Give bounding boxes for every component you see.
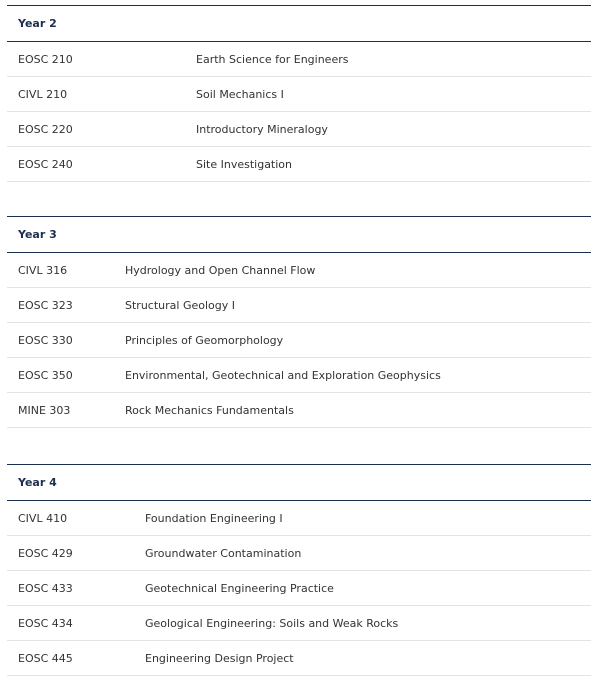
course-title: Earth Science for Engineers (196, 42, 591, 77)
course-code: CIVL 316 (7, 253, 125, 288)
course-code: EOSC 220 (7, 112, 196, 147)
table-row (7, 253, 591, 288)
table-row (7, 641, 591, 676)
course-title: Groundwater Contamination (145, 536, 591, 571)
course-code: EOSC 429 (7, 536, 145, 571)
course-title: Engineering Design Project (145, 641, 591, 676)
course-code: CIVL 210 (7, 77, 196, 112)
course-title: Site Investigation (196, 147, 591, 182)
course-code: EOSC 210 (7, 42, 196, 77)
course-code: EOSC 434 (7, 606, 145, 641)
table-header-row (7, 465, 591, 501)
table-row (7, 536, 591, 571)
course-title: Foundation Engineering I (145, 501, 591, 536)
table-row (7, 571, 591, 606)
table-row (7, 112, 591, 147)
course-title: Geological Engineering: Soils and Weak Rocks (145, 606, 591, 641)
table-header-row (7, 6, 591, 42)
table-row (7, 147, 591, 182)
course-code: EOSC 433 (7, 571, 145, 606)
course-code: EOSC 240 (7, 147, 196, 182)
course-code: MINE 303 (7, 393, 125, 428)
course-title: Structural Geology I (125, 288, 591, 323)
course-code: CIVL 410 (7, 501, 145, 536)
course-title: Soil Mechanics I (196, 77, 591, 112)
course-title: Hydrology and Open Channel Flow (125, 253, 591, 288)
table-row (7, 501, 591, 536)
course-title: Principles of Geomorphology (125, 323, 591, 358)
table-row (7, 288, 591, 323)
year-heading: Year 2 (7, 6, 591, 42)
course-title: Introductory Mineralogy (196, 112, 591, 147)
table-row (7, 42, 591, 77)
table-row (7, 606, 591, 641)
year-3-table (7, 216, 591, 428)
course-code: EOSC 445 (7, 641, 145, 676)
course-code: EOSC 323 (7, 288, 125, 323)
table-row (7, 323, 591, 358)
table-header-row (7, 217, 591, 253)
course-title: Environmental, Geotechnical and Exploration Geophysics (125, 358, 591, 393)
table-row (7, 393, 591, 428)
table-row (7, 77, 591, 112)
course-title: Rock Mechanics Fundamentals (125, 393, 591, 428)
year-4-table (7, 464, 591, 676)
year-2-table (7, 5, 591, 182)
year-heading: Year 3 (7, 217, 591, 253)
course-title: Geotechnical Engineering Practice (145, 571, 591, 606)
course-code: EOSC 330 (7, 323, 125, 358)
course-code: EOSC 350 (7, 358, 125, 393)
table-row (7, 358, 591, 393)
year-heading: Year 4 (7, 465, 591, 501)
